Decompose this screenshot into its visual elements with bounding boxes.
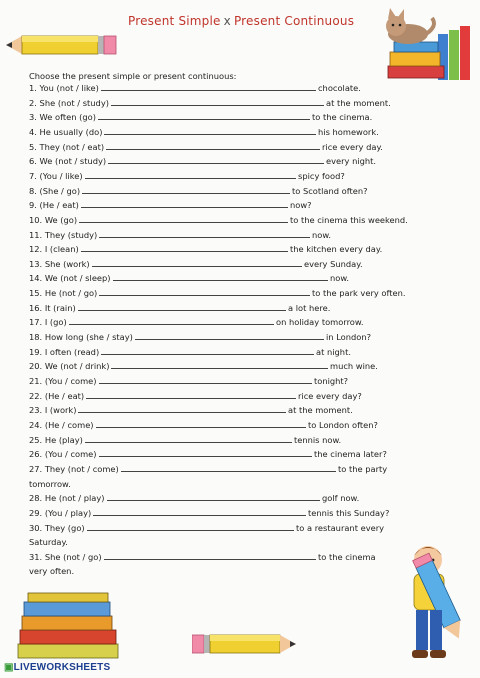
answer-blank[interactable] xyxy=(99,288,310,296)
answer-blank[interactable] xyxy=(99,230,310,238)
answer-blank[interactable] xyxy=(111,98,324,106)
question-prompt: 30. They (go) xyxy=(29,522,85,533)
question-tail: on holiday tomorrow. xyxy=(276,317,364,328)
instructions: Choose the present simple or present continuous: xyxy=(29,71,237,81)
question-item xyxy=(29,142,320,152)
answer-blank[interactable] xyxy=(96,420,306,428)
answer-blank[interactable] xyxy=(81,200,288,208)
question-item xyxy=(29,332,324,342)
question-prompt: 22. (He / eat) xyxy=(29,390,85,401)
answer-blank[interactable] xyxy=(81,244,288,252)
question-item xyxy=(29,361,328,371)
question-tail: golf now. xyxy=(322,493,360,504)
question-item xyxy=(29,420,306,430)
question-prompt: 13. She (work) xyxy=(29,258,90,269)
question-tail: every Sunday. xyxy=(304,258,363,269)
question-tail: tennis this Sunday? xyxy=(308,507,390,518)
question-tail: tennis now. xyxy=(294,434,342,445)
question-tail: now? xyxy=(290,200,312,211)
question-tail: tonight? xyxy=(314,376,349,386)
question-prompt: 26. (You / come) xyxy=(29,449,97,460)
question-item xyxy=(29,215,288,225)
question-tail: to the cinema this weekend. xyxy=(290,214,408,225)
question-item xyxy=(29,449,312,459)
question-tail: now. xyxy=(330,273,349,284)
answer-blank[interactable] xyxy=(113,273,328,281)
question-prompt: 23. I (work) xyxy=(29,405,77,416)
question-item xyxy=(29,523,294,533)
question-prompt: 6. We (not / study) xyxy=(29,156,107,167)
question-item xyxy=(29,156,324,166)
question-prompt: 11. They (study) xyxy=(29,229,98,240)
question-item xyxy=(29,391,296,401)
question-tail: to the cinema xyxy=(318,551,376,562)
question-prompt: 7. (You / like) xyxy=(29,170,83,181)
question-prompt: 18. How long (she / stay) xyxy=(29,332,133,343)
question-tail: the cinema later? xyxy=(314,449,387,460)
pencil-illustration-top xyxy=(6,33,118,57)
answer-blank[interactable] xyxy=(78,303,286,311)
question-prompt: 1. You (not / like) xyxy=(29,83,99,93)
question-item xyxy=(29,112,310,122)
question-tail: much wine. xyxy=(330,361,378,372)
question-prompt: 25. He (play) xyxy=(29,434,83,445)
pencil-illustration-bottom xyxy=(192,632,298,656)
question-tail: at the moment. xyxy=(288,405,353,416)
question-continuation: Saturday. xyxy=(29,537,68,548)
question-prompt: 9. (He / eat) xyxy=(29,200,79,211)
answer-blank[interactable] xyxy=(98,112,310,120)
answer-blank[interactable] xyxy=(101,83,316,91)
question-prompt: 17. I (go) xyxy=(29,317,67,328)
question-prompt: 29. (You / play) xyxy=(29,507,92,518)
page-title: Present Simple x Present Continuous xyxy=(128,14,355,28)
question-prompt: 5. They (not / eat) xyxy=(29,141,105,152)
question-item xyxy=(29,464,336,474)
question-prompt: 31. She (not / go) xyxy=(29,551,102,562)
question-tail: at night. xyxy=(316,346,351,357)
question-item xyxy=(29,347,314,357)
question-item xyxy=(29,171,296,181)
question-prompt: 27. They (not / come) xyxy=(29,463,119,474)
question-item xyxy=(29,552,316,562)
question-item xyxy=(29,288,310,298)
question-tail: chocolate. xyxy=(318,83,361,93)
question-continuation: tomorrow. xyxy=(29,478,71,489)
cat-on-books-illustration xyxy=(376,4,476,84)
question-item xyxy=(29,244,288,254)
answer-blank[interactable] xyxy=(99,376,312,384)
answer-blank[interactable] xyxy=(121,464,336,472)
question-item xyxy=(29,186,290,196)
question-tail: to a restaurant every xyxy=(296,522,385,533)
answer-blank[interactable] xyxy=(85,435,292,443)
question-prompt: 19. I often (read) xyxy=(29,346,100,357)
question-prompt: 2. She (not / study) xyxy=(29,97,109,108)
question-tail: the kitchen every day. xyxy=(290,244,383,255)
answer-blank[interactable] xyxy=(82,186,290,194)
question-tail: now. xyxy=(312,229,331,240)
question-item xyxy=(29,230,310,240)
answer-blank[interactable] xyxy=(106,142,320,150)
question-item xyxy=(29,493,320,503)
question-tail: to London often? xyxy=(308,419,378,430)
answer-blank[interactable] xyxy=(111,361,328,369)
question-item xyxy=(29,405,286,415)
question-tail: at the moment. xyxy=(326,97,391,108)
question-tail: every night. xyxy=(326,156,377,167)
question-prompt: 20. We (not / drink) xyxy=(29,361,110,372)
question-tail: spicy food? xyxy=(298,170,345,181)
question-tail: in London? xyxy=(326,332,372,343)
question-item xyxy=(29,376,312,386)
answer-blank[interactable] xyxy=(104,127,316,135)
answer-blank[interactable] xyxy=(79,215,288,223)
boy-with-pencil-illustration xyxy=(392,540,476,666)
question-item xyxy=(29,273,328,283)
question-tail: his homework. xyxy=(318,126,379,137)
liveworksheets-logo: ▣LIVEWORKSHEETS xyxy=(4,662,111,673)
answer-blank[interactable] xyxy=(104,552,316,560)
question-item xyxy=(29,303,286,313)
question-tail: rice every day? xyxy=(298,390,362,401)
question-prompt: 24. (He / come) xyxy=(29,419,94,430)
question-prompt: 4. He usually (do) xyxy=(29,126,103,137)
question-tail: to Scotland often? xyxy=(292,185,368,196)
answer-blank[interactable] xyxy=(99,449,312,457)
answer-blank[interactable] xyxy=(92,259,302,267)
question-prompt: 21. (You / come) xyxy=(29,376,97,386)
question-item xyxy=(29,259,302,269)
answer-blank[interactable] xyxy=(101,347,314,355)
question-item xyxy=(29,83,316,93)
question-item xyxy=(29,200,288,210)
question-item xyxy=(29,508,306,518)
question-item xyxy=(29,127,316,137)
answer-blank[interactable] xyxy=(69,317,274,325)
answer-blank[interactable] xyxy=(86,391,296,399)
question-item xyxy=(29,98,324,108)
question-tail: rice every day. xyxy=(322,141,383,152)
question-prompt: 10. We (go) xyxy=(29,214,78,225)
question-tail: to the park very often. xyxy=(312,288,406,299)
answer-blank[interactable] xyxy=(78,405,286,413)
question-prompt: 3. We often (go) xyxy=(29,112,96,123)
books-illustration-bottom xyxy=(14,592,124,660)
answer-blank[interactable] xyxy=(135,332,324,340)
answer-blank[interactable] xyxy=(87,523,294,531)
answer-blank[interactable] xyxy=(107,493,320,501)
question-prompt: 8. (She / go) xyxy=(29,185,81,196)
answer-blank[interactable] xyxy=(108,156,324,164)
question-item xyxy=(29,317,274,327)
question-prompt: 14. We (not / sleep) xyxy=(29,273,111,284)
question-tail: a lot here. xyxy=(288,302,331,313)
answer-blank[interactable] xyxy=(85,171,296,179)
question-tail: to the party xyxy=(338,463,388,474)
question-prompt: 12. I (clean) xyxy=(29,244,79,255)
question-continuation: very often. xyxy=(29,566,75,577)
question-item xyxy=(29,435,292,445)
question-prompt: 16. It (rain) xyxy=(29,302,76,313)
question-prompt: 15. He (not / go) xyxy=(29,288,98,299)
question-tail: to the cinema. xyxy=(312,112,373,123)
answer-blank[interactable] xyxy=(93,508,306,516)
question-prompt: 28. He (not / play) xyxy=(29,493,105,504)
